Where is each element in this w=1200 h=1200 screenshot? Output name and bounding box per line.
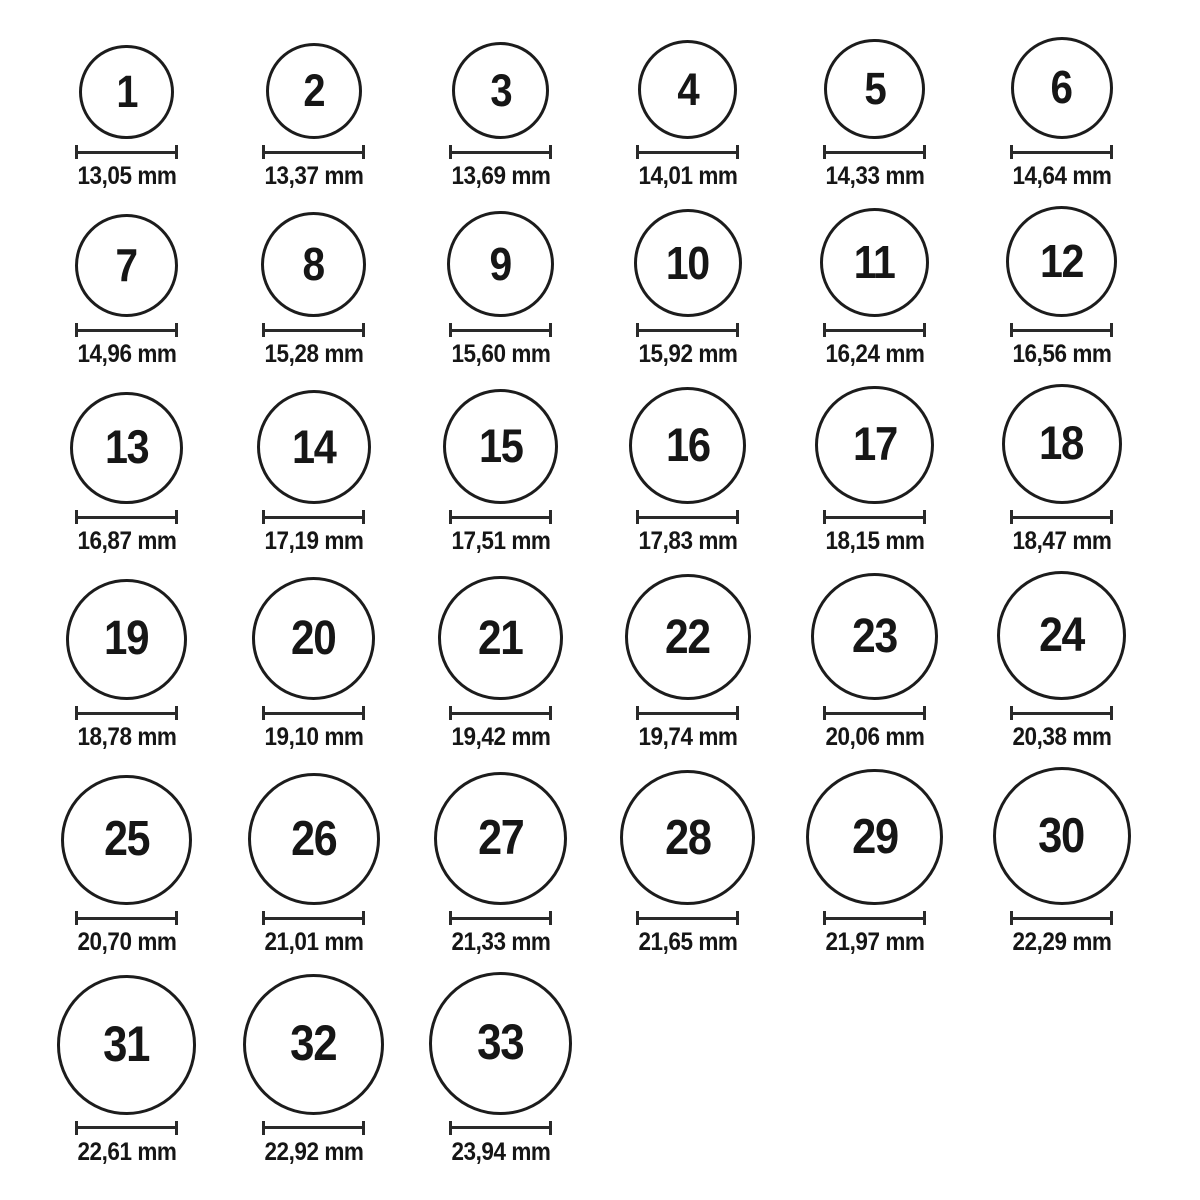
diameter-measure-line	[75, 510, 178, 524]
ring-size-number: 20	[291, 611, 336, 665]
diameter-measure-line	[449, 1121, 552, 1135]
ring-circle	[1011, 37, 1113, 139]
diameter-label: 19,42 mm	[451, 723, 550, 751]
diameter-label: 14,01 mm	[638, 162, 737, 190]
ring-circle	[993, 767, 1131, 905]
ring-circle	[634, 209, 742, 317]
ring-size-number: 25	[103, 812, 150, 867]
diameter-label: 15,92 mm	[638, 340, 737, 368]
diameter-label: 19,74 mm	[638, 723, 737, 751]
ring-circle	[434, 772, 568, 906]
diameter-label: 20,06 mm	[825, 723, 924, 751]
ring-size-number: 28	[664, 809, 711, 865]
ring-size-number: 15	[478, 419, 523, 473]
size-row	[33, 206, 1200, 367]
ring-size-number: 32	[290, 1015, 337, 1072]
diameter-label: 16,87 mm	[77, 527, 176, 555]
diameter-label: 14,33 mm	[825, 162, 924, 190]
ring-circle	[252, 577, 375, 700]
ring-circle	[820, 208, 930, 318]
diameter-measure-line	[823, 911, 926, 925]
ring-size-number: 12	[1039, 235, 1084, 288]
ring-size-number: 17	[852, 417, 897, 471]
diameter-label: 20,70 mm	[77, 928, 176, 956]
diameter-label: 16,24 mm	[825, 340, 924, 368]
diameter-measure-line	[262, 911, 365, 925]
diameter-label: 18,47 mm	[1012, 527, 1111, 555]
size-row	[33, 571, 1200, 750]
diameter-measure-line	[1010, 510, 1113, 524]
ring-size-cell	[220, 43, 407, 189]
ring-circle	[811, 573, 939, 701]
ring-size-cell	[594, 387, 781, 554]
diameter-measure-line	[449, 145, 552, 159]
ring-size-number: 11	[854, 235, 895, 288]
ring-size-cell	[407, 211, 594, 368]
ring-circle	[438, 576, 563, 701]
ring-size-number: 27	[477, 810, 524, 865]
diameter-measure-line	[823, 323, 926, 337]
diameter-measure-line	[823, 510, 926, 524]
diameter-label: 13,37 mm	[264, 162, 363, 190]
diameter-label: 22,92 mm	[264, 1137, 363, 1166]
ring-size-cell	[33, 392, 220, 555]
diameter-measure-line	[262, 1121, 365, 1135]
ring-circle	[66, 579, 188, 701]
diameter-measure-line	[262, 706, 365, 720]
diameter-label: 18,78 mm	[77, 723, 176, 751]
ring-circle	[257, 390, 371, 504]
ring-size-cell	[220, 577, 407, 750]
diameter-measure-line	[449, 911, 552, 925]
ring-size-number: 6	[1050, 61, 1073, 114]
ring-circle	[824, 39, 925, 140]
ring-size-number: 23	[852, 609, 897, 664]
diameter-measure-line	[75, 323, 178, 337]
ring-circle	[452, 42, 550, 140]
diameter-label: 18,15 mm	[825, 527, 924, 555]
ring-size-cell	[781, 573, 968, 751]
ring-circle	[447, 211, 554, 318]
ring-circle	[429, 972, 572, 1115]
ring-circle	[625, 574, 751, 700]
ring-size-cell	[594, 209, 781, 367]
diameter-label: 22,61 mm	[77, 1137, 176, 1166]
ring-circle	[629, 387, 746, 504]
diameter-measure-line	[823, 706, 926, 720]
ring-size-cell	[968, 767, 1155, 955]
ring-circle	[1002, 384, 1122, 504]
diameter-measure-line	[1010, 145, 1113, 159]
ring-size-number: 33	[477, 1014, 524, 1071]
diameter-label: 21,33 mm	[451, 928, 550, 956]
ring-size-number: 31	[103, 1015, 150, 1072]
ring-size-number: 19	[104, 612, 149, 666]
ring-size-number: 30	[1038, 808, 1085, 864]
size-row	[33, 37, 1200, 189]
ring-size-number: 1	[116, 66, 137, 118]
diameter-label: 21,65 mm	[638, 928, 737, 956]
ring-circle	[815, 386, 934, 505]
ring-size-cell	[968, 206, 1155, 367]
ring-size-cell	[220, 212, 407, 367]
ring-size-number: 21	[478, 610, 523, 665]
ring-circle	[997, 571, 1126, 700]
ring-size-cell	[781, 208, 968, 368]
ring-size-number: 18	[1039, 417, 1084, 471]
ring-size-number: 22	[665, 609, 710, 664]
diameter-label: 23,94 mm	[451, 1137, 550, 1166]
diameter-label: 15,28 mm	[264, 340, 363, 368]
ring-size-number: 3	[490, 64, 511, 116]
ring-circle	[79, 45, 174, 140]
ring-size-cell	[407, 972, 594, 1165]
diameter-label: 19,10 mm	[264, 723, 363, 751]
diameter-label: 16,56 mm	[1012, 340, 1111, 368]
diameter-measure-line	[636, 323, 739, 337]
diameter-label: 13,69 mm	[451, 162, 550, 190]
ring-size-cell	[33, 579, 220, 751]
diameter-label: 15,60 mm	[451, 340, 550, 368]
ring-circle	[1006, 206, 1117, 317]
diameter-measure-line	[449, 706, 552, 720]
ring-size-cell	[33, 214, 220, 368]
ring-size-cell	[968, 37, 1155, 189]
ring-size-cell	[594, 574, 781, 750]
ring-size-number: 10	[666, 236, 709, 289]
ring-size-cell	[33, 975, 220, 1165]
diameter-label: 14,64 mm	[1012, 162, 1111, 190]
ring-size-cell	[33, 775, 220, 956]
diameter-label: 21,97 mm	[825, 928, 924, 956]
ring-size-cell	[407, 576, 594, 751]
diameter-measure-line	[636, 145, 739, 159]
size-row	[33, 384, 1200, 554]
diameter-label: 17,19 mm	[264, 527, 363, 555]
ring-size-number: 4	[676, 63, 698, 115]
ring-size-cell	[407, 42, 594, 190]
ring-size-number: 24	[1039, 608, 1084, 663]
diameter-measure-line	[1010, 911, 1113, 925]
diameter-measure-line	[1010, 706, 1113, 720]
diameter-label: 20,38 mm	[1012, 723, 1111, 751]
ring-size-number: 26	[290, 811, 337, 866]
ring-size-number: 9	[489, 237, 512, 290]
ring-size-number: 29	[851, 809, 898, 865]
diameter-label: 13,05 mm	[77, 162, 176, 190]
ring-size-number: 8	[302, 238, 325, 291]
ring-size-number: 13	[104, 420, 149, 474]
diameter-measure-line	[823, 145, 926, 159]
ring-size-cell	[781, 769, 968, 956]
diameter-label: 17,83 mm	[638, 527, 737, 555]
diameter-measure-line	[449, 510, 552, 524]
ring-circle	[243, 974, 384, 1115]
ring-size-cell	[220, 773, 407, 955]
ring-circle	[57, 975, 197, 1115]
ring-circle	[443, 389, 559, 505]
diameter-measure-line	[1010, 323, 1113, 337]
diameter-measure-line	[636, 510, 739, 524]
ring-size-number: 14	[291, 420, 336, 474]
ring-size-cell	[594, 770, 781, 955]
ring-size-cell	[968, 384, 1155, 554]
diameter-measure-line	[262, 510, 365, 524]
diameter-measure-line	[636, 706, 739, 720]
diameter-measure-line	[262, 323, 365, 337]
ring-size-cell	[220, 974, 407, 1165]
diameter-measure-line	[75, 706, 178, 720]
diameter-measure-line	[75, 911, 178, 925]
diameter-measure-line	[636, 911, 739, 925]
diameter-label: 22,29 mm	[1012, 928, 1111, 956]
ring-size-cell	[220, 390, 407, 554]
ring-size-cell	[781, 39, 968, 190]
ring-circle	[638, 40, 737, 139]
ring-size-cell	[407, 389, 594, 555]
diameter-measure-line	[262, 145, 365, 159]
ring-size-cell	[33, 45, 220, 190]
ring-circle	[248, 773, 380, 905]
ring-circle	[70, 392, 183, 505]
ring-circle	[75, 214, 179, 318]
diameter-measure-line	[449, 323, 552, 337]
ring-size-number: 7	[115, 239, 138, 292]
diameter-measure-line	[75, 1121, 178, 1135]
ring-circle	[806, 769, 943, 906]
diameter-label: 21,01 mm	[264, 928, 363, 956]
ring-size-cell	[594, 40, 781, 189]
size-row	[33, 767, 1200, 955]
size-row	[33, 972, 1200, 1165]
ring-size-number: 2	[303, 65, 324, 117]
ring-size-cell	[781, 386, 968, 555]
ring-size-cell	[407, 772, 594, 956]
ring-circle	[620, 770, 755, 905]
diameter-measure-line	[75, 145, 178, 159]
ring-circle	[261, 212, 366, 317]
diameter-label: 17,51 mm	[451, 527, 550, 555]
ring-size-number: 16	[665, 418, 710, 472]
ring-circle	[61, 775, 192, 906]
ring-size-number: 5	[863, 62, 886, 114]
ring-circle	[266, 43, 362, 139]
diameter-label: 14,96 mm	[77, 340, 176, 368]
ring-size-cell	[968, 571, 1155, 750]
